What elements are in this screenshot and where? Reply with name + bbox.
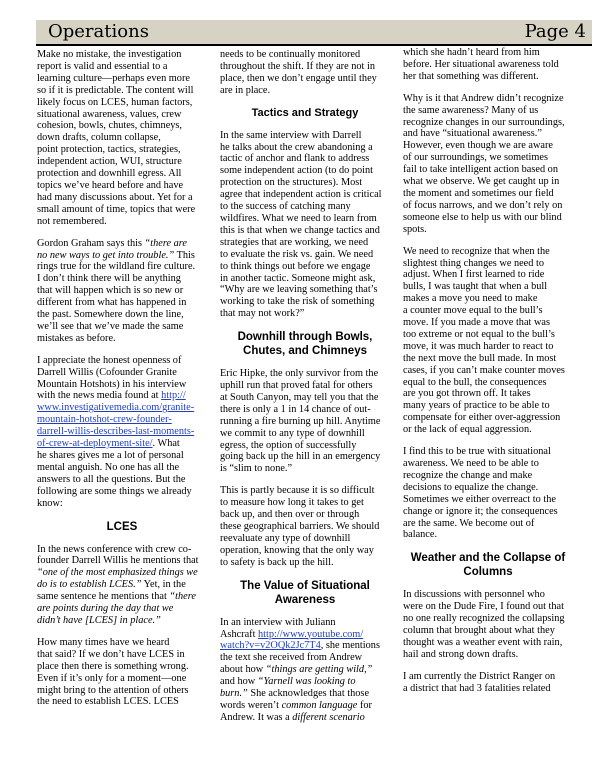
paragraph-darrell-willis: I appreciate the honest openness of Darrell Willis (Cofounder Granite Mountain Hotshots) in his interview with the news media found at http:// www.investigativemedia.com/granite- mountain-hotshot-crew-founder- darrell-willis-describes-last-moments- of-crew-at-deployment-site/. What he shares gives me a lot of personal mental anguish. No one has all the answers to all the questions. But the following are some things we already know:	[37, 355, 207, 510]
text-column-1	[37, 49, 207, 771]
paragraph-different: which she hadn’t heard from him before. Her situational awareness told her that something was different.	[403, 47, 559, 82]
paragraph-investigation: Make no mistake, the investigation report is valid and essential to a learning culture—perhaps even more so if it is predictable. The content will likely focus on LCES, human factors, situational awareness, values, crew cohesion, bowls, chutes, chimneys, down drafts, column collapse, point protection, tactics, strategies, independent action, WUI, structure protection and downhill egress. All topics we’ve heard before and have had many discussions about. Yet for a small amount of time, topics that were not remembered.	[37, 49, 196, 227]
interview-link-line[interactable]: darrell-willis-describes-last-moments-	[37, 426, 195, 438]
paragraph-why-andrew: Why is it that Andrew didn’t recognize the same awareness? Many of us recognize changes in our surroundings, and have “situational awareness.” However, even though we are aware of our surroundings, we sometimes fail to take intelligent action based on what we observe. We get caught up in the moment and sometimes our field of focus narrows, and we don’t rely on someone else to help us with our blind spots.	[403, 92, 565, 235]
interview-link-line[interactable]: mountain-hotshot-crew-founder-	[37, 414, 172, 426]
paragraph-lces: In the news conference with crew co- founder Darrell Willis he mentions that “one of the most emphasized things we do is to establish LCES.” Yet, in the same sentence he mentions that “there are points during the day that we didn’t have [LCES] in place.”	[37, 543, 199, 626]
heading-weather: Weather and the Collapse of Columns	[410, 552, 566, 579]
paragraph-equalize: I find this to be true with situational awareness. We need to be able to recognize the change and make decisions to equalize the change. Sometimes we either overreact to the change or ignore it; the consequences are the same. We become out of balance.	[403, 446, 558, 541]
paragraph-downhill-egress: This is partly because it is so difficult to measure how long it takes to get back up, and then over or through these geographical barriers. We should reevaluate any type of downhill operation, knowing that the only way to safety is back up the hill.	[220, 485, 380, 568]
paragraph-lces-2: How many times have we heard that said? If we don’t have LCES in place then there is something wrong. Even if it’s only for a moment—one might bring to the attention of others the need to establish LCES. LCES	[37, 636, 189, 708]
interview-link[interactable]: http://	[161, 390, 186, 402]
text-column-3	[403, 47, 573, 769]
paragraph-bulls: We need to recognize that when the slightest thing changes we need to adjust. When I first learned to ride bulls, I was taught that when a bull makes a move you need to make a counter move equal to the bull’s move. If you made a move that was too extreme or not equal to the bull’s move, it was much harder to react to the next move the bull made. In most cases, if you can’t make counter moves equal to the bull, the consequences are you got thrown off. It takes many years of practice to be able to compensate for either over-aggression or the lack of equal aggression.	[403, 245, 565, 436]
section-header-bar	[36, 20, 592, 46]
interview-link-line[interactable]: www.investigativemedia.com/granite-	[37, 402, 195, 414]
heading-tactics: Tactics and Strategy	[251, 106, 359, 119]
paragraph-gordon-graham: Gordon Graham says this “there are no new ways to get into trouble.” This rings true for the wildland fire culture. I don’t think there will be anything that will happen which is so new or different from what has happened in the past. Somewhere down the line, we’ll see that we’ve made the same mistakes as before.	[37, 237, 196, 344]
section-title: Operations	[48, 21, 149, 42]
paragraph-dude-fire: In discussions with personnel who were on the Dude Fire, I found out that no one really recognized the collapsing column that brought about what they thought was a weather event with rain, hail and strong down drafts.	[403, 589, 565, 660]
paragraph-monitoring: needs to be continually monitored throughout the shift. If they are not in place, then we don’t engage until they are in place.	[220, 49, 377, 96]
heading-downhill: Downhill through Bowls, Chutes, and Chimneys	[237, 331, 373, 358]
paragraph-district-ranger: I am currently the District Ranger on a district that had 3 fatalities related	[403, 670, 556, 694]
interview-link-line[interactable]: of-crew-at-deployment-site/	[37, 438, 153, 450]
heading-lces: LCES	[106, 520, 138, 533]
paragraph-hipke: Eric Hipke, the only survivor from the uphill run that proved fatal for others at South Canyon, may tell you that the there is only a 1 in 14 chance of out- running a fire burning up hill. Anytime we commit to any type of downhill egress, the option of successfully going back up the hill in an emergency is “slim to none.”	[220, 368, 381, 475]
paragraph-tactics: In the same interview with Darrell he talks about the crew abandoning a tactic of anchor and flank to address some independent action (to do point protection on the structures). Most agree that independent action is critical to the success of catching many wildfires. What we need to learn from this is that when we change tactics and strategies that are working, we need to evaluate the risk vs. gain. We need to think things out before we engage in another tactic. Someone might ask, “Why are we leaving something that’s working to take the risk of something that may not work?”	[220, 129, 382, 320]
page-number: Page 4	[524, 21, 586, 42]
youtube-link[interactable]: http://www.youtube.com/	[258, 628, 364, 640]
youtube-link-line[interactable]: watch?v=v2OQk2Jc7T4	[220, 640, 321, 652]
text-column-2	[220, 49, 390, 771]
heading-situational-awareness: The Value of Situational Awareness	[240, 579, 370, 606]
paragraph-ashcraft: In an interview with Juliann Ashcraft http://www.youtube.com/ watch?v=v2OQk2Jc7T4, she mentions the text she received from Andrew about how “things are getting wild,” and how “Yarnell was looking to burn.” She acknowledges that those words weren’t common language for Andrew. It was a different scenario	[220, 616, 380, 723]
